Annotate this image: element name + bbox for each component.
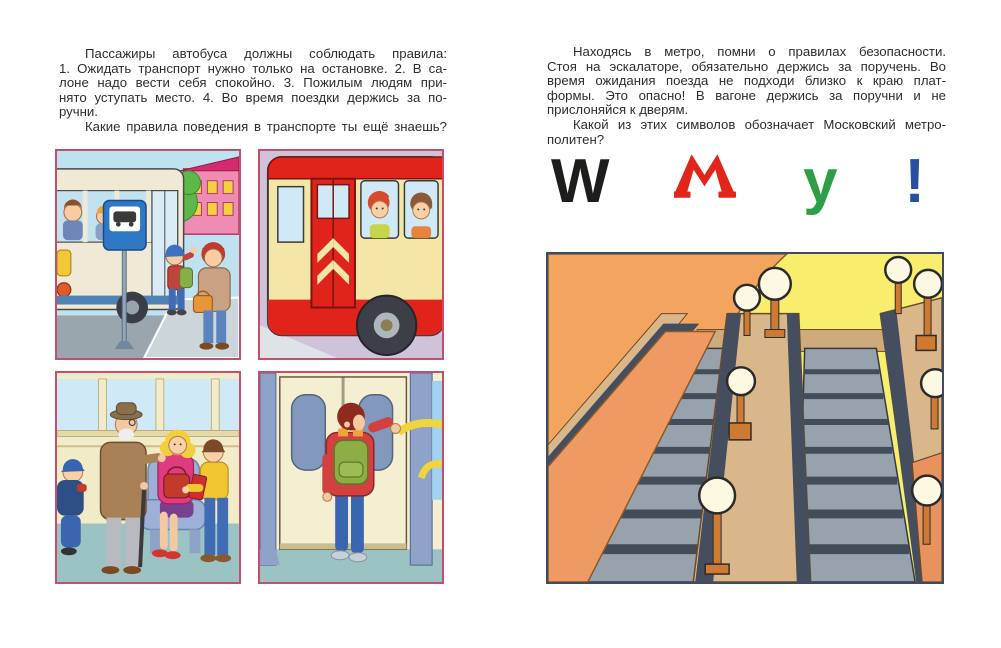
bus-closeup-scene	[260, 151, 442, 358]
moscow-metro-m-symbol	[674, 150, 736, 202]
text-line: Пассажиры автобуса должны соблюдать правила:	[85, 46, 447, 61]
text-line: лоне надо вести себя спокойно. 3. Пожилым людям при-	[59, 75, 447, 91]
symbol-letter-u: у	[803, 147, 838, 216]
illustration-bus-at-stop	[55, 149, 241, 360]
left-page-text	[59, 47, 447, 135]
text-line: формы. Это опасно! В вагоне держись за поручни и не	[547, 87, 946, 103]
text-line: время ожидания поезда не подходи близко к краю плат-	[547, 73, 946, 89]
bus-door	[311, 179, 355, 308]
bus	[268, 157, 442, 355]
question-line: Какой из этих символов обозначает Московский метро-	[573, 116, 946, 132]
symbol-exclamation: !	[904, 147, 925, 216]
text-line: Стоя на эскалаторе, обязательно держись за поручень. Во	[547, 58, 946, 74]
illustration-bus-with-children	[258, 149, 444, 360]
escalator-scene	[548, 254, 942, 582]
bus-interior-scene	[57, 373, 239, 582]
doors-scene	[260, 373, 442, 582]
symbol-letter-w: W	[551, 147, 608, 216]
text-line: ручни.	[59, 104, 98, 120]
pillar	[260, 373, 276, 565]
text-line: 1. Ожидать транспорт нужно только на остановке. 2. В са-	[59, 60, 447, 76]
metro-symbols-row	[551, 147, 925, 236]
illustration-giving-seat	[55, 371, 241, 584]
window-girl	[404, 181, 438, 238]
right-page-text	[547, 45, 946, 147]
text-line: Находясь в метро, помни о правилах безопасности.	[573, 44, 946, 59]
question-line: политен?	[547, 131, 605, 147]
bus-wheel	[357, 296, 416, 355]
illustration-metro-escalators	[546, 252, 944, 584]
illustration-holding-handrail	[258, 371, 444, 584]
window-boy	[361, 181, 399, 238]
question-line: Какие правила поведения в транспорте ты ещё знаешь?	[85, 118, 447, 134]
text-line: прислоняйся к дверям.	[547, 102, 689, 118]
bus-stop-scene	[57, 151, 239, 358]
text-line: нято уступать место. 4. Во время поездки держись за по-	[59, 89, 447, 105]
